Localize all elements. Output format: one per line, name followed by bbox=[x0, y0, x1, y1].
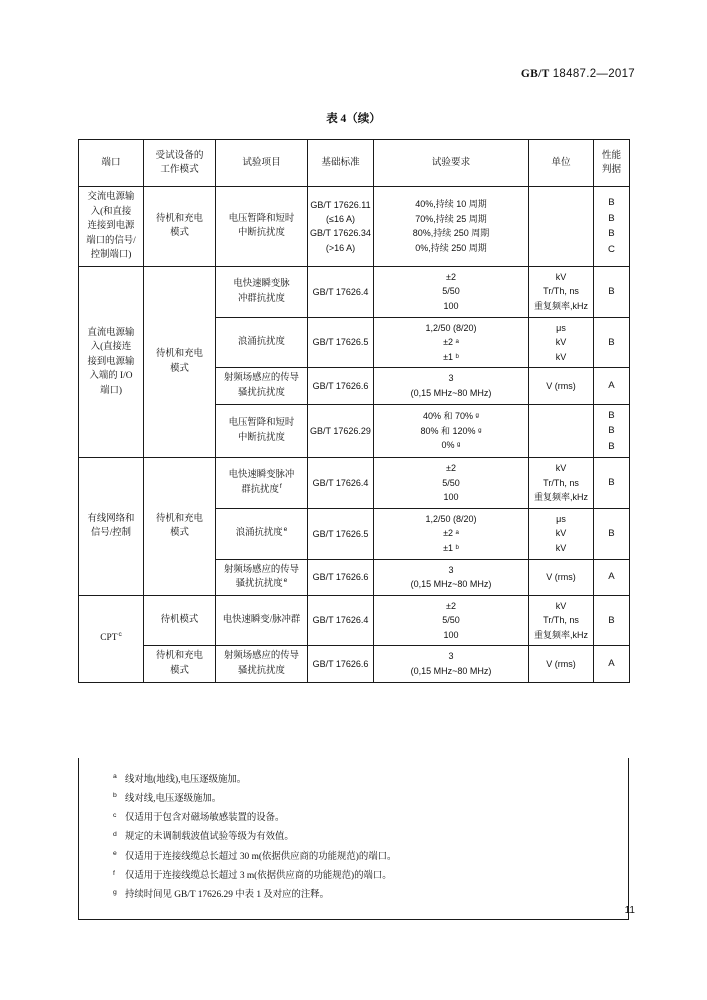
cell-line: 射频场感应的传导 bbox=[223, 564, 299, 575]
cell-test-requirement bbox=[374, 404, 529, 458]
footnote-marker: e bbox=[283, 577, 288, 585]
cell-line: 射频场感应的传导 bbox=[223, 651, 299, 662]
cell-line: V (rms) bbox=[546, 658, 576, 669]
cell-operating-mode bbox=[144, 595, 216, 646]
cell-test-item bbox=[216, 646, 308, 682]
cell-line: 重复频率,kHz bbox=[533, 492, 588, 503]
cell-line: B bbox=[608, 425, 615, 437]
cell-line: 模式 bbox=[170, 364, 189, 374]
cell-test-item bbox=[216, 508, 308, 559]
cell-line: GB/T 17626.11 bbox=[310, 199, 371, 210]
column-header-criterion bbox=[594, 140, 630, 187]
cell-basic-standard bbox=[308, 317, 374, 368]
cell-line: 模式 bbox=[170, 228, 189, 239]
table-caption: 表 4（续） bbox=[326, 113, 381, 125]
page-number: 11 bbox=[624, 905, 635, 916]
cell-performance-criterion bbox=[594, 595, 630, 646]
cell-test-item bbox=[216, 266, 308, 317]
cell-line: B bbox=[608, 614, 615, 626]
cell-performance-criterion bbox=[594, 266, 630, 317]
cell-performance-criterion bbox=[594, 559, 630, 595]
footnote-text: 仅适用于连接线缆总长超过 30 m(依据供应商的功能规范)的端口。 bbox=[125, 851, 397, 862]
cell-line: 5/50 bbox=[442, 615, 460, 626]
cell-line: 控制端口) bbox=[90, 250, 132, 261]
requirements-table bbox=[78, 139, 630, 683]
cell-line: B bbox=[608, 336, 615, 348]
cell-basic-standard bbox=[308, 458, 374, 509]
cell-line: A bbox=[608, 571, 615, 583]
cell-line: 3 bbox=[448, 373, 454, 384]
cell-line: 骚扰抗扰度$^e$ bbox=[235, 577, 288, 590]
cell-line: 电压暂降和短时 bbox=[228, 213, 295, 224]
cell-line: GB/T 17626.6 bbox=[312, 571, 369, 582]
footnote-marker: g bbox=[113, 888, 117, 896]
running-header bbox=[521, 68, 635, 80]
footnote-marker: c bbox=[118, 631, 122, 639]
cell-line: 电快速瞬变/脉冲群 bbox=[222, 615, 301, 626]
cell-unit bbox=[529, 595, 594, 646]
cell-line: kV bbox=[555, 543, 567, 553]
footnote-marker: b bbox=[113, 792, 117, 800]
footnote-marker: a bbox=[113, 773, 117, 781]
cell-line: 3 bbox=[448, 651, 454, 662]
cell-line: B bbox=[608, 440, 615, 452]
cell-line: B bbox=[608, 212, 615, 224]
cell-test-item bbox=[216, 404, 308, 458]
footnote-text: 持续时间见 GB/T 17626.29 中表 1 及对应的注释。 bbox=[125, 890, 329, 901]
cell-line: Tr/Th, ns bbox=[543, 477, 579, 488]
cell-line: (0,15 MHz~80 MHz) bbox=[410, 387, 492, 398]
cell-basic-standard bbox=[308, 266, 374, 317]
footnote-item bbox=[79, 828, 628, 847]
footnote-marker: c bbox=[113, 811, 117, 819]
column-header-criterion-line2: 判据 bbox=[601, 164, 622, 175]
cell-line: 0% ᵍ bbox=[441, 440, 461, 451]
cell-line: 0%,持续 250 周期 bbox=[415, 243, 487, 254]
cell-line: 80%,持续 250 周期 bbox=[412, 228, 490, 239]
cell-test-item bbox=[216, 187, 308, 267]
cell-line: 待机和充电 bbox=[156, 651, 203, 662]
cell-basic-standard bbox=[308, 508, 374, 559]
cell-line: 交流电源输 bbox=[87, 192, 135, 202]
cell-test-item bbox=[216, 559, 308, 595]
cell-unit bbox=[529, 187, 594, 267]
cell-line: 入端的 I/O bbox=[89, 371, 133, 382]
cell-line: ±2 bbox=[446, 463, 456, 474]
cell-basic-standard bbox=[308, 404, 374, 458]
cell-line: GB/T 17626.4 bbox=[312, 477, 369, 488]
footnote-marker: e bbox=[283, 526, 288, 534]
cell-test-requirement bbox=[374, 458, 529, 509]
column-header-criterion-line1: 性能 bbox=[601, 149, 622, 161]
cell-line: 70%,持续 25 周期 bbox=[415, 213, 487, 224]
cell-line: 5/50 bbox=[442, 477, 460, 488]
table-header-row bbox=[79, 140, 630, 187]
cell-line: μs bbox=[556, 513, 566, 524]
cell-port bbox=[79, 595, 144, 682]
cell-operating-mode bbox=[144, 458, 216, 596]
cell-test-item bbox=[216, 595, 308, 646]
cell-line: CPT$^c$ bbox=[100, 631, 122, 644]
column-header-unit: 单位 bbox=[529, 140, 594, 187]
column-header-mode bbox=[144, 140, 216, 187]
footnotes-list bbox=[79, 770, 628, 905]
cell-line: kV bbox=[555, 271, 567, 282]
footnote-item bbox=[79, 866, 628, 885]
cell-port bbox=[79, 266, 144, 457]
footnote-text: 线对地(地线),电压逐级施加。 bbox=[125, 774, 247, 785]
table-row bbox=[79, 458, 630, 509]
cell-port bbox=[79, 458, 144, 596]
cell-unit bbox=[529, 368, 594, 404]
cell-line: 浪涌抗扰度 bbox=[238, 337, 285, 348]
cell-line: 待机和充电 bbox=[156, 213, 203, 224]
cell-line: GB/T 17626.6 bbox=[312, 658, 369, 669]
cell-line: 端口的信号/ bbox=[86, 235, 136, 246]
cell-line: GB/T 17626.29 bbox=[310, 425, 371, 436]
cell-line: 射频场感应的传导 bbox=[223, 373, 299, 384]
cell-unit bbox=[529, 559, 594, 595]
cell-performance-criterion bbox=[594, 458, 630, 509]
footnote-text: 仅适用于连接线缆总长超过 3 m(依据供应商的功能规范)的端口。 bbox=[125, 871, 392, 882]
cell-line: GB/T 17626.6 bbox=[312, 380, 369, 391]
cell-line: 冲群抗扰度 bbox=[238, 293, 285, 304]
cell-line: (>16 A) bbox=[325, 242, 356, 253]
footnote-item bbox=[79, 770, 628, 789]
cell-line: kV bbox=[555, 351, 567, 362]
table-row bbox=[79, 266, 630, 317]
cell-unit bbox=[529, 458, 594, 509]
cell-line: 骚扰抗扰度 bbox=[238, 666, 285, 677]
footnote-item bbox=[79, 809, 628, 828]
cell-line: A bbox=[608, 380, 615, 392]
cell-line: 电快速瞬变脉 bbox=[233, 279, 290, 290]
cell-line: (0,15 MHz~80 MHz) bbox=[410, 666, 492, 677]
cell-line: 有线网络和 bbox=[87, 513, 135, 524]
cell-operating-mode bbox=[144, 187, 216, 267]
table-row bbox=[79, 646, 630, 682]
cell-test-requirement bbox=[374, 266, 529, 317]
cell-line: B bbox=[608, 197, 615, 209]
cell-test-requirement bbox=[374, 595, 529, 646]
cell-line: 浪涌抗扰度$^e$ bbox=[235, 526, 288, 539]
column-header-mode-line1: 受试设备的 bbox=[155, 149, 204, 161]
cell-basic-standard bbox=[308, 559, 374, 595]
footnote-text: 线对线,电压逐级施加。 bbox=[125, 793, 222, 804]
cell-line: 100 bbox=[443, 492, 459, 503]
standard-code: GB/T bbox=[520, 68, 550, 80]
cell-performance-criterion bbox=[594, 646, 630, 682]
cell-line: 待机和充电 bbox=[156, 349, 203, 360]
cell-test-requirement bbox=[374, 508, 529, 559]
cell-line: ±2 bbox=[446, 600, 456, 611]
cell-performance-criterion bbox=[594, 317, 630, 368]
footnote-item bbox=[79, 789, 628, 808]
cell-line: 连接到电源 bbox=[87, 221, 135, 232]
table-header bbox=[79, 140, 630, 187]
cell-line: B bbox=[608, 477, 615, 489]
cell-line: 待机和充电 bbox=[156, 513, 203, 524]
cell-line: Tr/Th, ns bbox=[543, 615, 579, 626]
table-container bbox=[78, 139, 629, 683]
cell-line: V (rms) bbox=[546, 380, 576, 391]
cell-line: 80% 和 120% ᵍ bbox=[420, 425, 482, 436]
cell-line: B bbox=[608, 285, 615, 297]
column-header-standard: 基础标准 bbox=[308, 140, 374, 187]
column-header-requirement: 试验要求 bbox=[374, 140, 529, 187]
cell-line: 40% 和 70% ᵍ bbox=[423, 410, 479, 421]
cell-unit bbox=[529, 266, 594, 317]
cell-line: 3 bbox=[448, 564, 454, 575]
cell-line: Tr/Th, ns bbox=[543, 286, 579, 297]
cell-line: GB/T 17626.4 bbox=[312, 286, 369, 297]
cell-line: (≤16 A) bbox=[326, 214, 355, 225]
table-body bbox=[79, 187, 630, 683]
cell-line: A bbox=[608, 658, 615, 670]
cell-operating-mode bbox=[144, 646, 216, 682]
cell-performance-criterion bbox=[594, 508, 630, 559]
cell-operating-mode bbox=[144, 266, 216, 457]
cell-line: 接到电源输 bbox=[87, 356, 135, 367]
cell-line: GB/T 17626.5 bbox=[312, 337, 369, 348]
table-row bbox=[79, 595, 630, 646]
cell-line: 电压暂降和短时 bbox=[228, 418, 295, 429]
cell-line: 模式 bbox=[170, 666, 189, 677]
cell-line: 电快速瞬变脉冲 bbox=[228, 470, 295, 481]
cell-line: 直流电源输 bbox=[87, 327, 135, 338]
cell-line: ±1 ᵇ bbox=[443, 351, 459, 362]
cell-line: GB/T 17626.34 bbox=[310, 228, 371, 239]
cell-line: ±2 ᵃ bbox=[443, 528, 459, 539]
cell-line: 入(和直接 bbox=[90, 206, 132, 217]
cell-performance-criterion bbox=[594, 368, 630, 404]
cell-line: GB/T 17626.4 bbox=[312, 615, 369, 626]
footnote-text: 规定的未调制载波值试验等级为有效值。 bbox=[125, 832, 294, 843]
column-header-port: 端口 bbox=[79, 140, 144, 187]
cell-line: B bbox=[608, 409, 615, 421]
cell-line: C bbox=[608, 243, 615, 255]
cell-basic-standard bbox=[308, 187, 374, 267]
cell-test-item bbox=[216, 317, 308, 368]
cell-basic-standard bbox=[308, 368, 374, 404]
footnote-item bbox=[79, 886, 628, 905]
cell-line: 骚扰抗扰度 bbox=[238, 387, 285, 398]
cell-line: GB/T 17626.5 bbox=[312, 528, 369, 539]
cell-line: V (rms) bbox=[546, 571, 576, 582]
cell-line: kV bbox=[555, 528, 567, 539]
cell-line: 信号/控制 bbox=[90, 528, 132, 539]
cell-line: 100 bbox=[443, 629, 459, 640]
cell-unit bbox=[529, 646, 594, 682]
cell-test-requirement bbox=[374, 646, 529, 682]
cell-test-item bbox=[216, 368, 308, 404]
cell-unit bbox=[529, 317, 594, 368]
cell-line: 待机模式 bbox=[160, 615, 199, 626]
cell-line: 重复频率,kHz bbox=[533, 629, 588, 640]
cell-line: B bbox=[608, 228, 615, 240]
cell-line: 100 bbox=[443, 301, 459, 312]
cell-performance-criterion bbox=[594, 187, 630, 267]
cell-line: 1,2/50 (8/20) bbox=[425, 322, 477, 333]
cell-port bbox=[79, 187, 144, 267]
cell-line: 端口) bbox=[100, 385, 122, 396]
cell-basic-standard bbox=[308, 646, 374, 682]
cell-line: ±1 ᵇ bbox=[443, 543, 459, 553]
cell-line: 群抗扰度$^f$ bbox=[241, 482, 282, 495]
footnote-marker: f bbox=[113, 869, 115, 877]
cell-line: B bbox=[608, 527, 615, 539]
cell-line: 40%,持续 10 周期 bbox=[415, 199, 487, 210]
cell-line: kV bbox=[555, 600, 567, 611]
cell-test-requirement bbox=[374, 317, 529, 368]
cell-unit bbox=[529, 404, 594, 458]
standard-number: 18487.2—2017 bbox=[552, 68, 635, 80]
column-header-mode-line2: 工作模式 bbox=[160, 164, 199, 175]
cell-test-requirement bbox=[374, 559, 529, 595]
cell-line: kV bbox=[555, 463, 567, 474]
footnote-item bbox=[79, 847, 628, 866]
cell-line: 1,2/50 (8/20) bbox=[425, 513, 477, 524]
cell-test-item bbox=[216, 458, 308, 509]
cell-line: ±2 bbox=[446, 271, 456, 282]
footnotes-container bbox=[78, 758, 629, 920]
cell-line: (0,15 MHz~80 MHz) bbox=[410, 579, 492, 590]
cell-test-requirement bbox=[374, 187, 529, 267]
cell-line: 5/50 bbox=[442, 286, 460, 297]
footnote-marker: e bbox=[113, 850, 117, 858]
column-header-item: 试验项目 bbox=[216, 140, 308, 187]
footnote-marker: f bbox=[279, 482, 282, 490]
cell-unit bbox=[529, 508, 594, 559]
cell-performance-criterion bbox=[594, 404, 630, 458]
footnote-text: 仅适用于包含对磁场敏感装置的设备。 bbox=[125, 813, 285, 824]
cell-line: kV bbox=[555, 337, 567, 348]
cell-line: μs bbox=[556, 322, 566, 333]
cell-test-requirement bbox=[374, 368, 529, 404]
cell-basic-standard bbox=[308, 595, 374, 646]
cell-line: 入(直接连 bbox=[90, 342, 132, 353]
cell-line: 重复频率,kHz bbox=[533, 301, 588, 312]
footnote-marker: d bbox=[113, 830, 117, 838]
cell-line: 中断抗扰度 bbox=[238, 432, 285, 443]
cell-line: 中断抗扰度 bbox=[238, 228, 285, 239]
cell-line: ±2 ᵃ bbox=[443, 337, 459, 348]
cell-line: 模式 bbox=[170, 528, 189, 539]
table-row bbox=[79, 187, 630, 267]
